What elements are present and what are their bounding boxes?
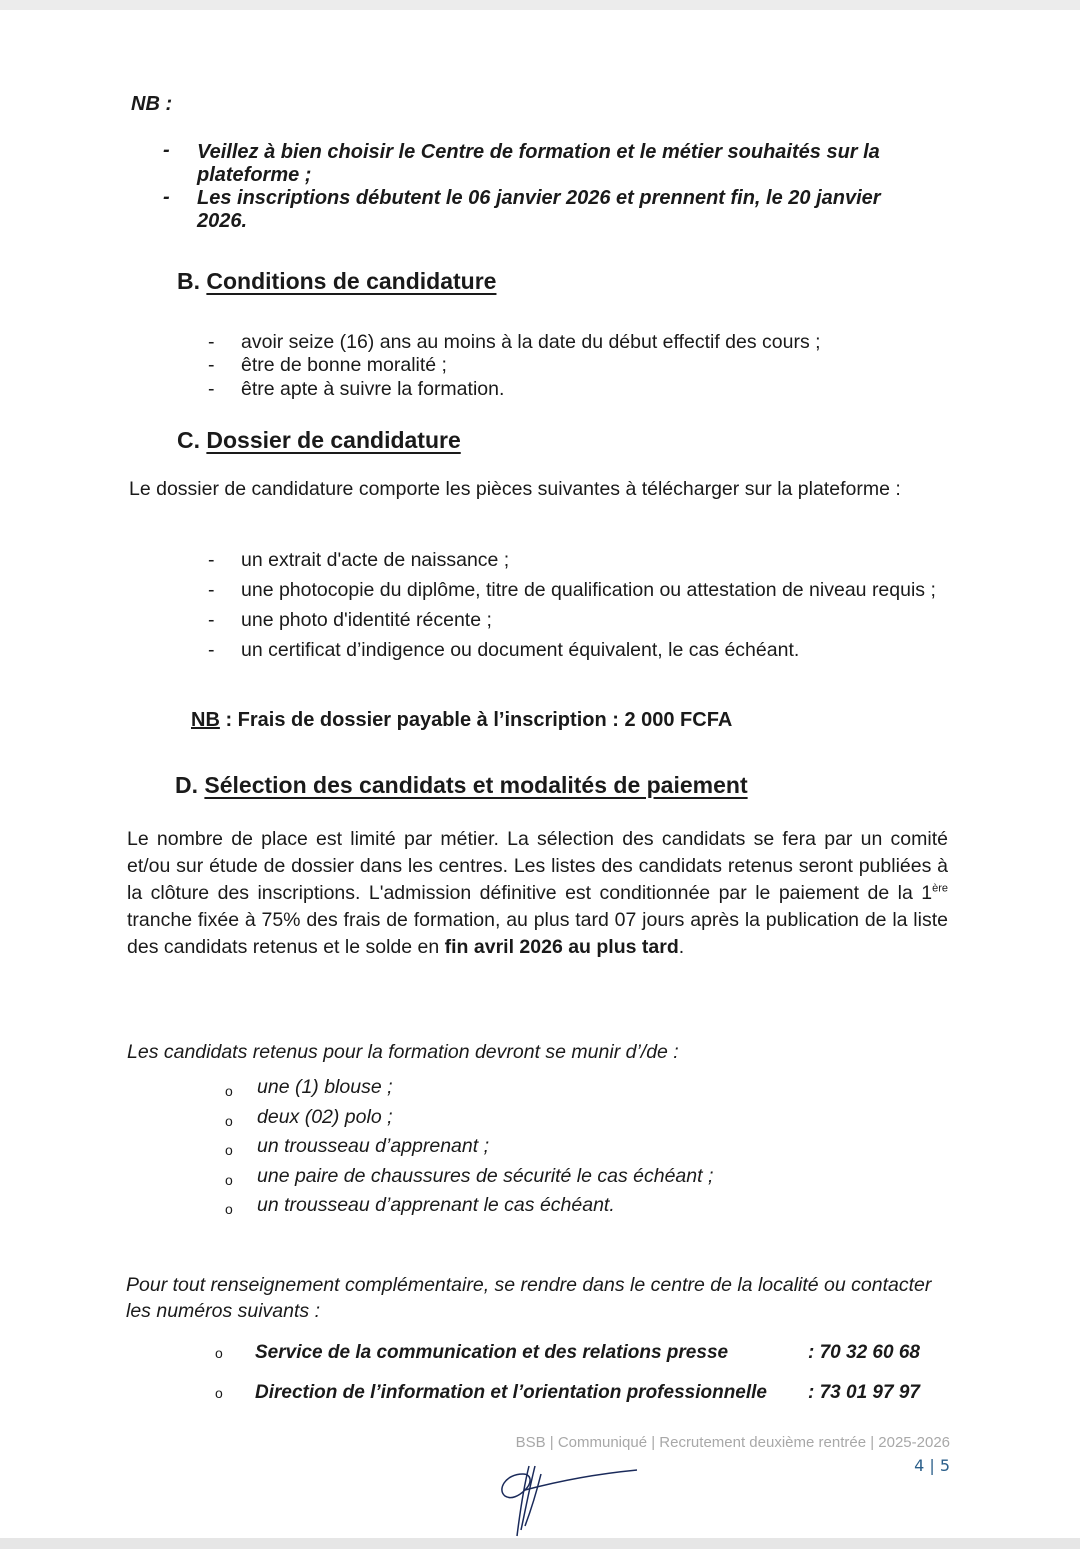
section-d-title: Sélection des candidats et modalités de paiement: [204, 772, 748, 798]
contact-service: Direction de l’information et l’orientation professionnelle: [255, 1382, 767, 1403]
scan-top-edge: [0, 0, 1080, 10]
fee-note: NB : Frais de dossier payable à l’inscription : 2 000 FCFA: [191, 709, 733, 731]
list-item: - une photocopie du diplôme, titre de qualification ou attestation de niveau requis ;: [208, 579, 936, 601]
list-item: - un extrait d'acte de naissance ;: [208, 549, 510, 571]
list-item: - une photo d'identité récente ;: [208, 609, 492, 631]
section-b-heading: B. Conditions de candidature: [177, 268, 497, 294]
contact-service: Service de la communication et des relations presse: [255, 1342, 729, 1363]
list-item: - être de bonne moralité ;: [208, 354, 447, 376]
contact-item: o Direction de l’information et l’orientation professionnelle : 73 01 97 97: [215, 1382, 920, 1403]
list-item: o un trousseau d’apprenant ;: [225, 1135, 490, 1158]
nb-item-2: Les inscriptions débutent le 06 janvier 2026 et prennent fin, le 20 janvier 2026.: [197, 187, 881, 232]
list-item: - avoir seize (16) ans au moins à la date du début effectif des cours ;: [208, 331, 821, 353]
list-item: o deux (02) polo ;: [225, 1105, 393, 1129]
list-item: - un certificat d’indigence ou document équivalent, le cas échéant.: [208, 639, 800, 661]
list-item: o une paire de chaussures de sécurité le cas échéant ;: [225, 1164, 714, 1188]
contact-list: [215, 1342, 945, 1422]
page-number: 4 | 5: [914, 1456, 950, 1475]
nb-dash: -: [163, 139, 170, 161]
section-d-paragraph: Le nombre de place est limité par métier. La sélection des candidats se fera par un comité et/ou sur étude de dossier dans les centres. Les listes des candidats retenus seront publiées à la clôture des inscriptions. L'admission définitive est conditionnée par le paiement de la 1ère tranche fixée à 75% des frais de formation, au plus tard 07 jours après la publication de la liste des candidats retenus et le solde en fin avril 2026 au plus tard.: [127, 828, 948, 958]
section-c-intro: Le dossier de candidature comporte les pièces suivantes à télécharger sur la plateforme :: [129, 478, 901, 500]
contact-phone: : 70 32 60 68: [808, 1342, 920, 1363]
nb-dash: -: [163, 186, 170, 208]
footer-text: BSB | Communiqué | Recrutement deuxième rentrée | 2025-2026: [515, 1434, 950, 1451]
contact-intro: Pour tout renseignement complémentaire, se rendre dans le centre de la localité ou contacter les numéros suivants :: [126, 1274, 932, 1322]
section-d-heading: D. Sélection des candidats et modalités de paiement: [175, 772, 748, 798]
scan-bottom-edge: [0, 1538, 1080, 1549]
signature-icon: [495, 1460, 645, 1540]
nb-label: NB :: [131, 93, 173, 115]
contact-item: o Service de la communication et des relations presse : 70 32 60 68: [215, 1342, 920, 1363]
nb-item-1: Veillez à bien choisir le Centre de formation et le métier souhaités sur la plateforme ;: [197, 141, 880, 186]
equipment-intro: Les candidats retenus pour la formation devront se munir d’/de :: [127, 1041, 679, 1063]
section-c-list: [208, 548, 950, 662]
section-b-title: Conditions de candidature: [206, 268, 497, 294]
list-item: - être apte à suivre la formation.: [208, 378, 505, 400]
equipment-list: [225, 1075, 925, 1223]
section-c-title: Dossier de candidature: [206, 427, 461, 453]
list-item: o une (1) blouse ;: [225, 1076, 393, 1099]
contact-phone: : 73 01 97 97: [808, 1382, 920, 1403]
section-b-list: [208, 330, 928, 401]
list-item: o un trousseau d’apprenant le cas échéant.: [225, 1194, 615, 1217]
section-c-heading: C. Dossier de candidature: [177, 427, 461, 453]
